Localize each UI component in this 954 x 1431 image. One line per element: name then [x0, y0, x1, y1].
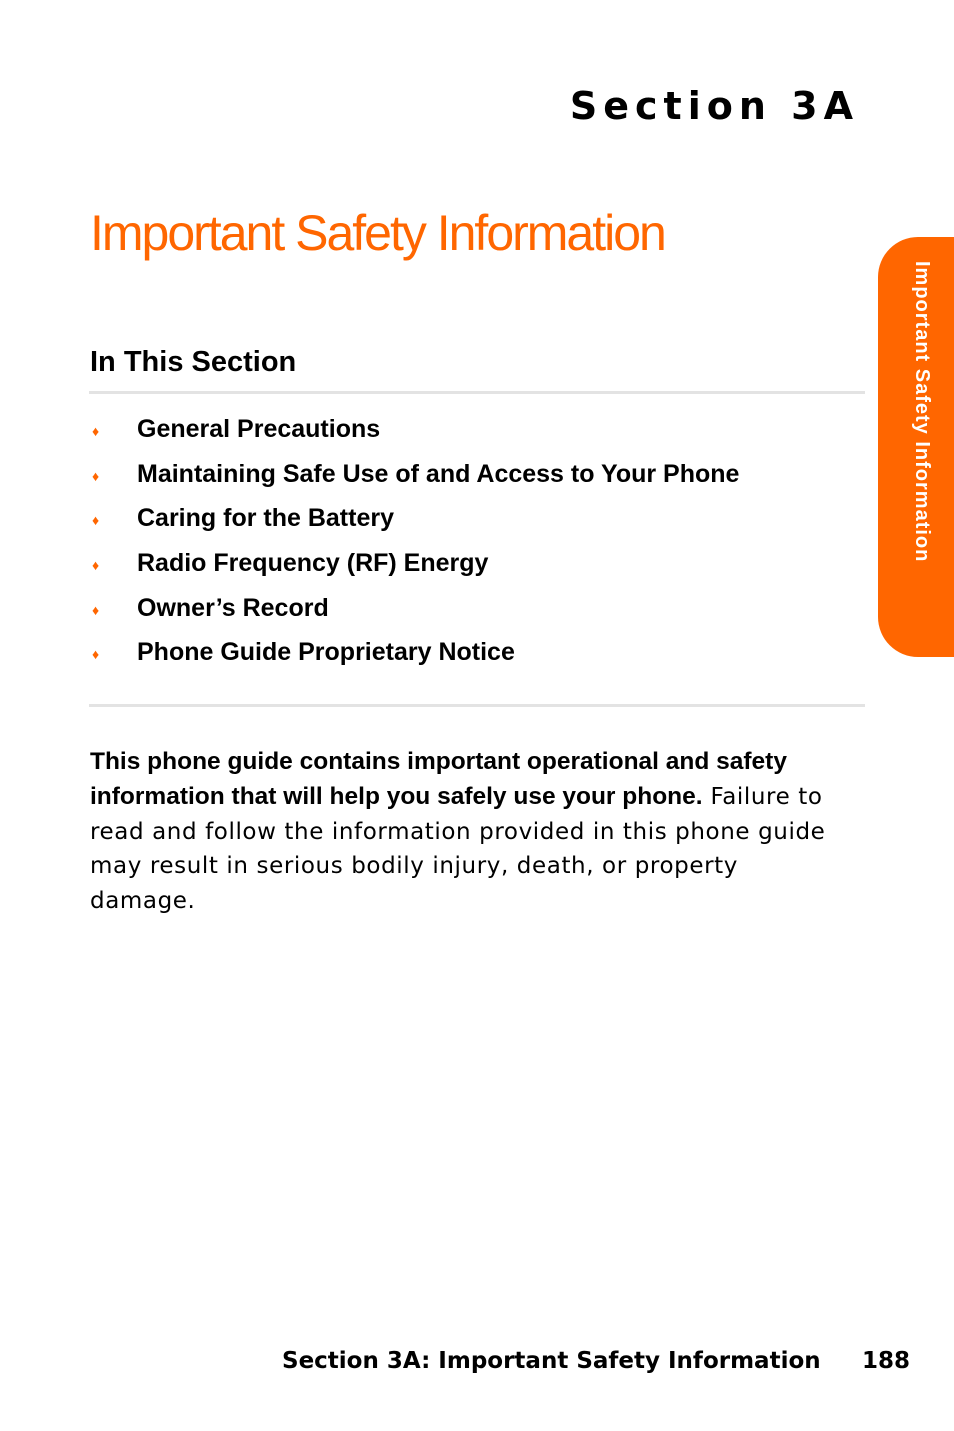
- in-this-section-heading: In This Section: [90, 346, 297, 378]
- intro-regular-text: Failure to read and follow the information provided in this phone guide may result in serious bodily injury, death, or property damage.: [90, 783, 826, 915]
- list-item-label: Owner’s Record: [137, 593, 329, 622]
- list-item[interactable]: [90, 631, 850, 676]
- list-item[interactable]: [90, 497, 850, 542]
- list-item[interactable]: [90, 408, 850, 453]
- list-item-label: Maintaining Safe Use of and Access to Your Phone: [137, 459, 740, 488]
- list-item-label: Caring for the Battery: [137, 504, 394, 533]
- diamond-bullet-icon: ♦: [92, 646, 100, 663]
- diamond-bullet-icon: ♦: [92, 557, 100, 574]
- bottom-divider: [89, 704, 865, 707]
- footer-section-title: Section 3A: Important Safety Information: [282, 1348, 821, 1374]
- list-item-label: Radio Frequency (RF) Energy: [137, 549, 489, 578]
- section-label: Section 3A: [569, 84, 859, 128]
- side-tab-label: Important Safety Information: [911, 261, 933, 563]
- list-item[interactable]: [90, 453, 850, 498]
- page-title: Important Safety Information: [90, 205, 665, 261]
- intro-paragraph: [90, 745, 835, 919]
- section-side-tab: [878, 237, 954, 657]
- diamond-bullet-icon: ♦: [92, 423, 100, 439]
- list-item-label: General Precautions: [137, 415, 381, 443]
- section-contents-list: [90, 408, 850, 676]
- diamond-bullet-icon: ♦: [92, 512, 100, 529]
- diamond-bullet-icon: ♦: [92, 467, 100, 484]
- page-number: 188: [861, 1348, 910, 1374]
- intro-bold-text: This phone guide contains important operational and safety information that will help you safely use your phone.: [90, 748, 787, 810]
- list-item[interactable]: [90, 587, 850, 632]
- top-divider: [89, 391, 865, 394]
- list-item[interactable]: [90, 542, 850, 587]
- diamond-bullet-icon: ♦: [92, 601, 100, 618]
- list-item-label: Phone Guide Proprietary Notice: [137, 638, 515, 667]
